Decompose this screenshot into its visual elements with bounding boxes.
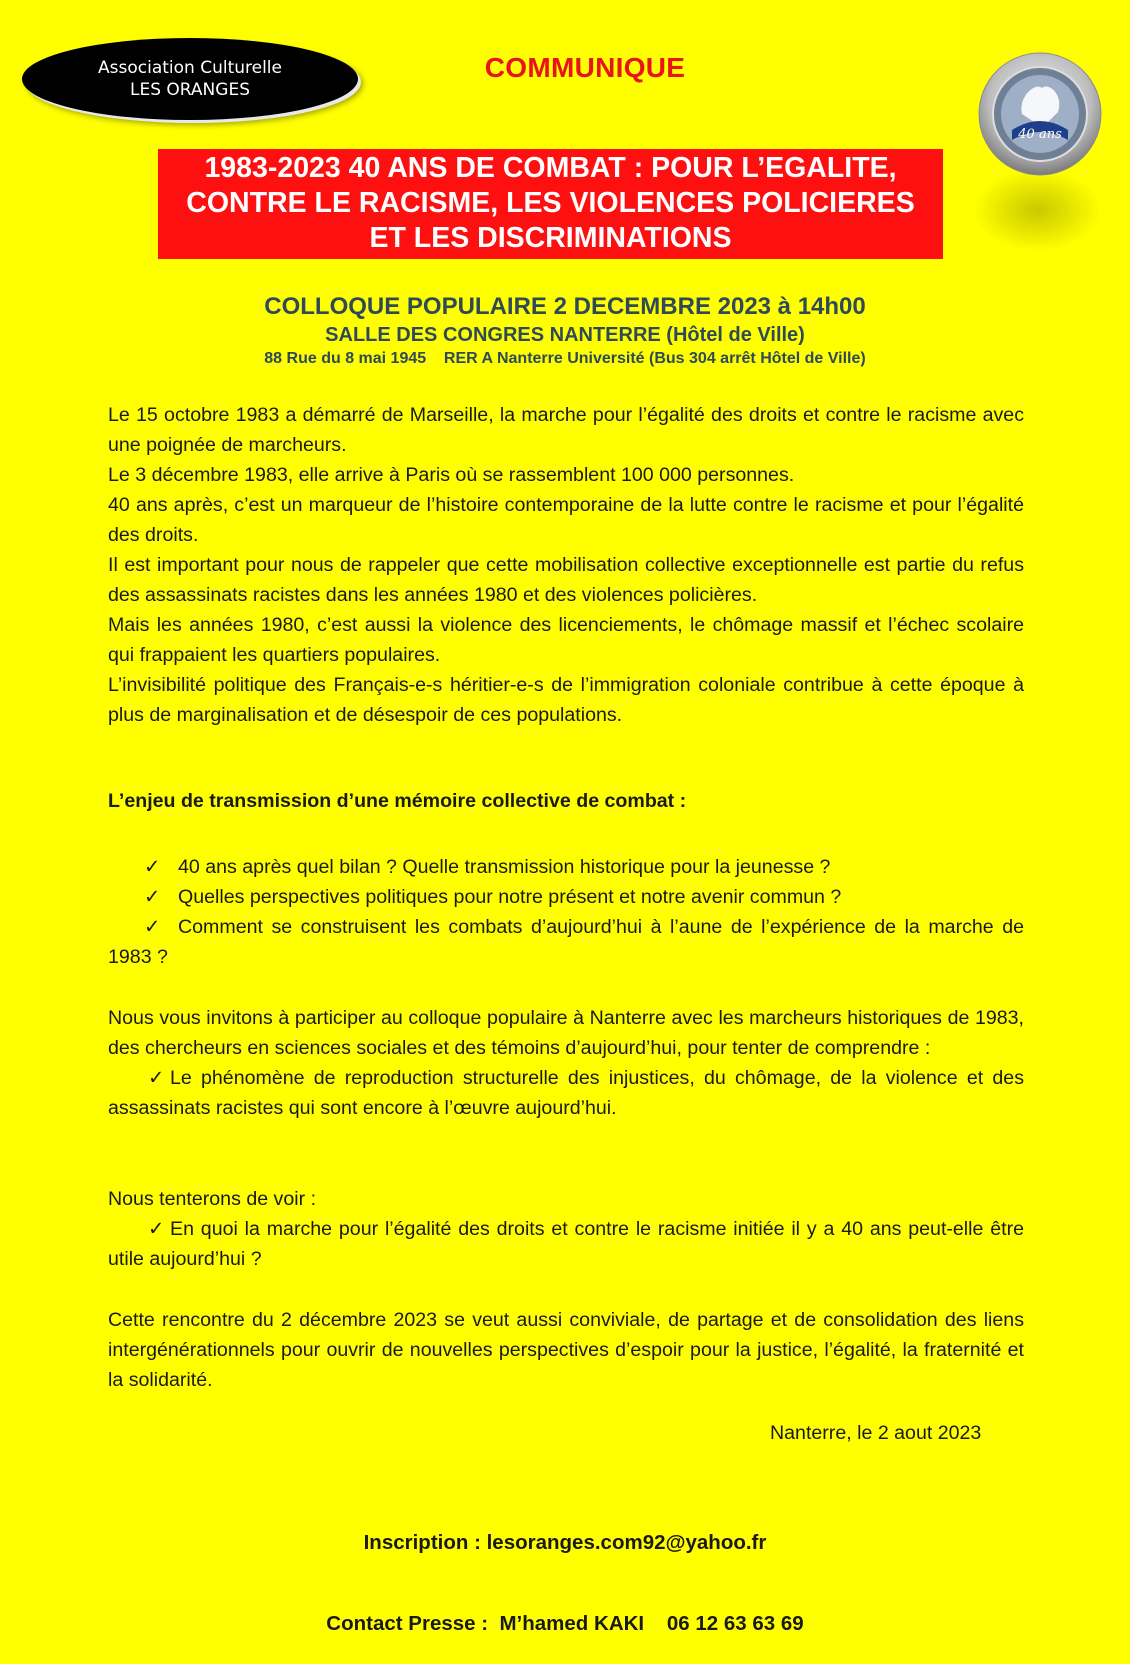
title-line: 1983-2023 40 ANS DE COMBAT : POUR L’EGALITE, [204,152,897,184]
question-list [108,852,1024,972]
intro-paragraph: Mais les années 1980, c’est aussi la violence des licenciements, le chômage massif et l’échec scolaire qui frappaient les quartiers populaires. [108,614,1024,666]
association-name-line2: LES ORANGES [130,80,250,100]
intro-paragraph: Il est important pour nous de rappeler que cette mobilisation collective exceptionnelle est partie du refus des assassinats racistes dans les années 1980 et des violences policières. [108,554,1024,606]
inscription-line: Inscription : lesoranges.com92@yahoo.fr [363,1531,767,1554]
contact-block [0,1475,1130,1664]
intro-paragraph: Le 3 décembre 1983, elle arrive à Paris où se rassemblent 100 000 personnes. [108,464,795,486]
check-icon: ✓ [148,1067,165,1089]
logo-text: 40 ans [1018,127,1062,142]
title-line: ET LES DISCRIMINATIONS [369,222,732,254]
list-item [108,1063,1024,1123]
press-contact-line: Contact Presse : M’hamed KAKI 06 12 63 63 69 [326,1612,804,1635]
list-item [108,1214,1024,1274]
question-text: Quelles perspectives politiques pour notre présent et notre avenir commun ? [178,886,842,908]
rencontre-paragraph: Cette rencontre du 2 décembre 2023 se veut aussi conviviale, de partage et de consolidation des liens intergénérationnels pour ouvrir de nouvelles perspectives d’espoir pour la justice, l’égalité, la fraternité et la solidarité. [108,1309,1024,1391]
association-name-line1: Association Culturelle [98,58,282,78]
section-heading: L’enjeu de transmission d’une mémoire collective de combat : [108,790,687,812]
voir-point: En quoi la marche pour l’égalité des droits et contre le racisme initiée il y a 40 ans peut-elle être utile aujourd’hui ? [108,1218,1024,1270]
title-banner [158,149,943,259]
intro-paragraph: L’invisibilité politique des Français-e-s héritier-e-s de l’immigration coloniale contribue à cette époque à plus de marginalisation et de désespoir de ces populations. [108,674,1024,726]
check-icon: ✓ [148,1218,165,1240]
check-icon: ✓ [144,886,161,908]
communique-heading: COMMUNIQUE [484,52,686,83]
voir-intro: Nous tenterons de voir : [108,1188,317,1210]
invitation-text: Nous vous invitons à participer au colloque populaire à Nanterre avec les marcheurs historiques de 1983, des chercheurs en sciences sociales et des témoins d’aujourd’hui, pour tenter de comprendre : [108,1007,1024,1059]
event-title: COLLOQUE POPULAIRE 2 DECEMBRE 2023 à 14h00 [264,293,866,320]
40-ans-seal-icon [978,52,1102,176]
intro-text [108,400,1024,730]
event-address: 88 Rue du 8 mai 1945 RER A Nanterre Université (Bus 304 arrêt Hôtel de Ville) [264,350,866,367]
event-venue: SALLE DES CONGRES NANTERRE (Hôtel de Ville) [325,324,805,346]
intro-paragraph: 40 ans après, c’est un marqueur de l’histoire contemporaine de la lutte contre le racisme et pour l’égalité des droits. [108,494,1024,546]
date-line: Nanterre, le 2 aout 2023 [770,1422,982,1444]
check-icon: ✓ [144,856,161,878]
association-badge [22,38,358,120]
invitation-block [108,1003,1024,1123]
question-text: Comment se construisent les combats d’aujourd’hui à l’aune de l’expérience de la marche de 1983 ? [108,916,1024,968]
logo-shadow [975,170,1100,250]
voir-block [108,1184,1024,1274]
list-item [108,852,1024,882]
question-text: 40 ans après quel bilan ? Quelle transmission historique pour la jeunesse ? [178,856,831,878]
list-item [108,912,1024,972]
check-icon: ✓ [144,916,161,938]
event-info [0,292,1130,370]
invitation-point: Le phénomène de reproduction structurelle des injustices, du chômage, de la violence et des assassinats racistes qui sont encore à l’œuvre aujourd’hui. [108,1067,1024,1119]
list-item [108,882,1024,912]
intro-paragraph: Le 15 octobre 1983 a démarré de Marseille, la marche pour l’égalité des droits et contre le racisme avec une poignée de marcheurs. [108,404,1024,456]
title-line: CONTRE LE RACISME, LES VIOLENCES POLICIERES [186,187,915,219]
